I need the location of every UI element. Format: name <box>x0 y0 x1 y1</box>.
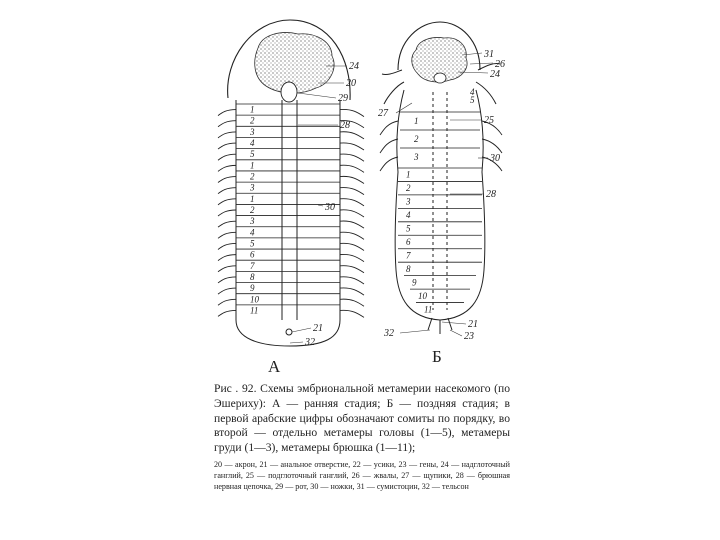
label-a-24: 24 <box>349 61 359 72</box>
segment-number-a: 2 <box>250 115 255 126</box>
label-b-28: 28 <box>486 189 496 200</box>
segment-number-b-abdomen: 2 <box>406 183 411 194</box>
segment-number-a: 4 <box>250 227 255 238</box>
panel-a-letter: А <box>268 357 281 376</box>
segment-number-b-abdomen: 6 <box>406 237 411 247</box>
segment-number-a: 3 <box>250 126 255 137</box>
label-b-32: 32 <box>384 328 394 339</box>
segment-number-b-abdomen: 7 <box>406 250 411 261</box>
segment-number-b-abdomen: 9 <box>412 277 417 288</box>
panel-a-embryo <box>218 20 364 346</box>
panel-b-leader-lines <box>396 53 493 336</box>
label-a-32: 32 <box>305 337 315 348</box>
label-b-30: 30 <box>490 153 500 164</box>
segment-number-a: 11 <box>250 305 259 316</box>
label-a-21: 21 <box>313 323 323 334</box>
caption-text: Рис . 92. Схемы эмбриональной метамерии насекомого (по Эшериху): А — ранняя стадия; Б — поздняя стадия; в первой арабские цифры обозначают сомиты по порядку, во второй — отдельно метамеры головы (1—5), метамеры груди (1—3), метамеры брюшка (1—11); <box>214 382 510 455</box>
segment-number-a: 2 <box>250 205 255 215</box>
segment-number-a: 7 <box>250 260 255 271</box>
segment-number-a: 6 <box>250 249 255 260</box>
label-b-23: 23 <box>464 331 474 342</box>
segment-number-a: 1 <box>250 104 255 115</box>
label-b-31: 31 <box>484 49 494 60</box>
panel-a-segment-numbers <box>249 105 260 316</box>
segment-number-b-abdomen: 11 <box>424 304 433 315</box>
panel-b-segment-numbers <box>405 87 475 314</box>
label-a-30: 30 <box>325 202 335 213</box>
segment-number-b-abdomen: 5 <box>406 223 411 234</box>
segment-number-a: 9 <box>250 283 255 294</box>
segment-number-b-thorax: 2 <box>414 134 419 144</box>
label-a-28: 28 <box>340 120 350 131</box>
segment-number-b-abdomen: 3 <box>406 196 411 207</box>
segment-number-a: 5 <box>250 149 255 160</box>
segment-number-b-thorax: 3 <box>414 152 419 162</box>
label-b-21: 21 <box>468 319 478 330</box>
segment-number-b-abdomen: 1 <box>406 169 411 180</box>
label-b-27: 27 <box>378 108 388 119</box>
segment-number-a: 1 <box>250 193 255 204</box>
segment-number-a: 10 <box>250 294 259 305</box>
segment-number-b-head: 5 <box>470 95 475 105</box>
segment-number-a: 5 <box>250 238 255 249</box>
segment-number-b-abdomen: 10 <box>418 290 427 301</box>
label-a-20: 20 <box>346 78 356 89</box>
panel-b-labels <box>378 49 505 366</box>
label-b-26: 26 <box>495 59 505 70</box>
segment-number-a: 3 <box>250 182 255 193</box>
segment-number-a: 4 <box>250 138 255 149</box>
segment-number-b-abdomen: 8 <box>406 263 411 274</box>
label-b-24: 24 <box>490 69 500 80</box>
segment-number-a: 3 <box>250 216 255 227</box>
figure-caption <box>214 382 510 456</box>
segment-number-b-head: 4 <box>470 87 475 97</box>
segment-number-a: 1 <box>250 160 255 171</box>
segment-number-a: 2 <box>250 171 255 182</box>
label-b-25: 25 <box>484 115 494 126</box>
panel-b-letter: Б <box>432 347 442 366</box>
segment-number-a: 8 <box>250 271 255 282</box>
legend-text: 20 — акрон, 21 — анальное отверстие, 22 — усики, 23 — гены, 24 — надглоточный ганглий, 25 — подглоточный ганглий, 26 — жвалы, 27 — щупики, 28 — брюшная нервная цепочка, 29 — рот, 30 — ножки, 31 — сумистоцин, 32 — тельсон <box>214 460 510 491</box>
label-a-29: 29 <box>338 93 348 104</box>
figure-legend <box>214 460 510 492</box>
segment-number-b-abdomen: 4 <box>406 210 411 221</box>
panel-b-embryo <box>380 22 502 334</box>
segment-number-b-thorax: 1 <box>414 116 419 126</box>
